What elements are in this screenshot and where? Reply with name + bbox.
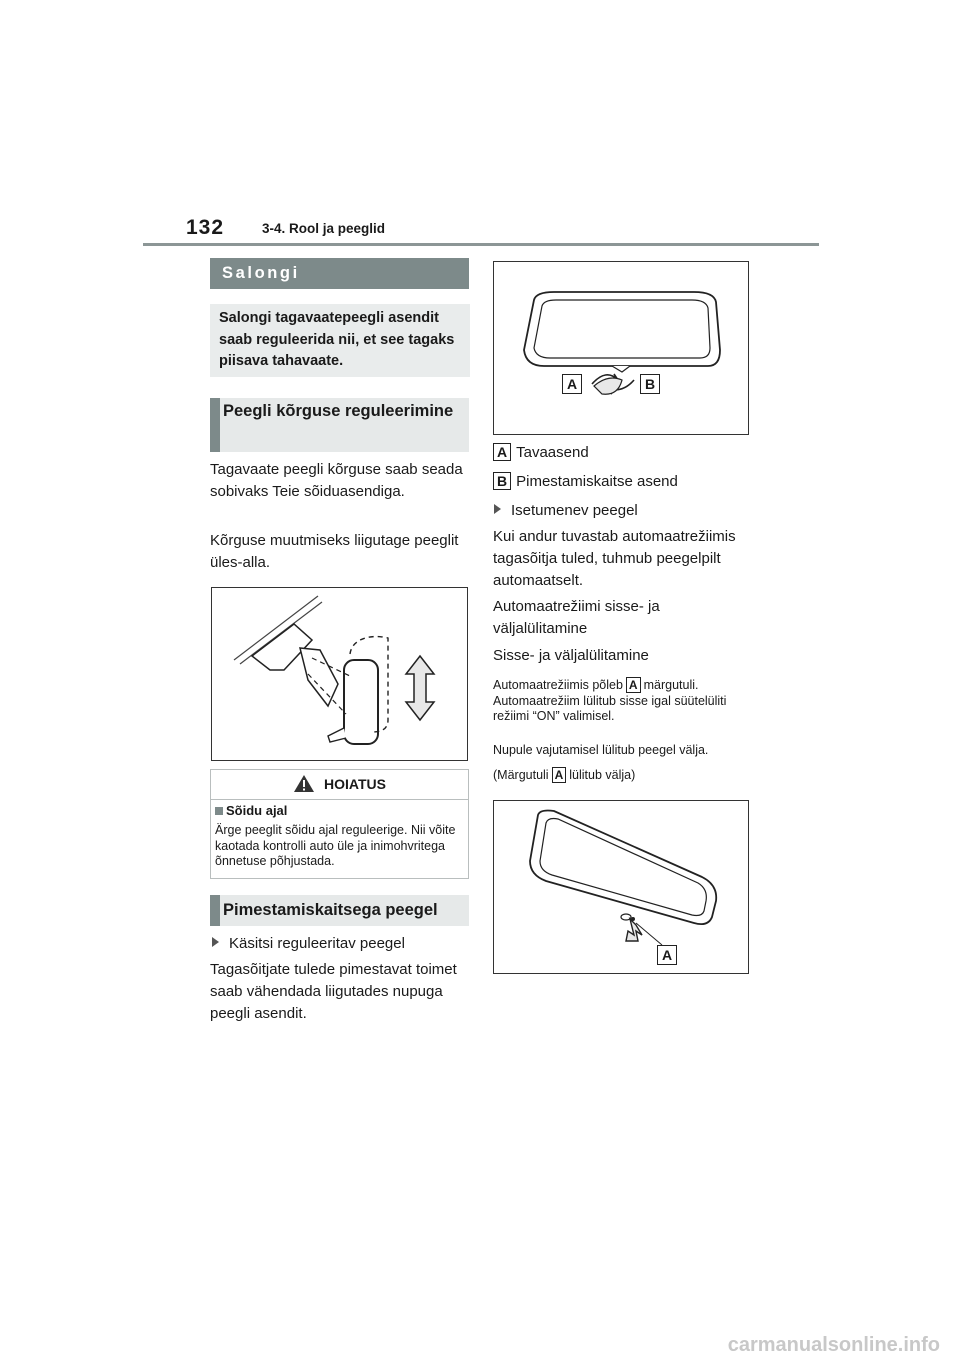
legend-b-label: B <box>493 472 511 490</box>
small3-label: A <box>552 767 567 783</box>
legend-a-label: A <box>493 443 511 461</box>
auto-small-3: (Märgutuli A lülitub välja) <box>493 768 636 782</box>
auto-mirror-illustration <box>494 801 748 973</box>
legend-a: A Tavaasend <box>493 442 589 464</box>
manual-text: Tagasõitjate tulede pimestavat toimet saab vähendada liigutades nupuga peegli asendit. <box>210 961 457 1022</box>
auto-small-1: Automaatrežiimis põleb A märgutuli. Automaatrežiim lülitub sisse igal süütelüliti režiimi “ON” valimisel. <box>493 678 727 723</box>
figure1-label-a: A <box>562 374 582 394</box>
triangle-bullet-icon <box>494 504 501 514</box>
subhead-height-adjust: Peegli kõrguse reguleerimine <box>210 398 469 452</box>
warning-box <box>210 769 469 879</box>
small1-label: A <box>626 677 641 693</box>
square-bullet-icon <box>215 807 223 815</box>
subhead-antiglare: Pimestamiskaitsega peegel <box>210 895 469 926</box>
warning-icon <box>293 774 315 793</box>
warning-item-title: Sõidu ajal <box>215 803 464 819</box>
mirror-toggle-illustration <box>494 262 748 434</box>
auto-para-3: Sisse- ja väljalülitamine <box>493 647 649 664</box>
header-divider <box>143 243 819 246</box>
auto-small-2: Nupule vajutamisel lülitub peegel välja. <box>493 743 709 757</box>
figure3-label-a: A <box>657 945 677 965</box>
auto-bullet: Isetumenev peegel <box>494 500 638 522</box>
warning-header <box>211 770 468 800</box>
section-title: 3-4. Rool ja peeglid <box>262 221 386 236</box>
auto-para-2: Automaatrežiimi sisse- ja väljalülitamine <box>493 598 660 637</box>
auto-mirror-figure <box>493 800 749 974</box>
warning-heading: HOIATUS <box>324 776 386 792</box>
height-para-1: Tagavaate peegli kõrguse saab seada sobivaks Teie sõiduasendiga. <box>210 461 463 500</box>
mirror-height-figure <box>211 587 468 761</box>
triangle-bullet-icon <box>212 937 219 947</box>
mirror-toggle-figure <box>493 261 749 435</box>
auto-para-1: Kui andur tuvastab automaatrežiimis tagasõitja tuled, tuhmub peegelpilt automaatselt. <box>493 528 736 589</box>
height-para-2: Kõrguse muutmiseks liigutage peeglit üles-alla. <box>210 532 459 571</box>
legend-b: B Pimestamiskaitse asend <box>493 471 678 493</box>
page-number: 132 <box>186 216 225 239</box>
figure1-label-b: B <box>640 374 660 394</box>
mirror-height-illustration <box>212 588 467 760</box>
watermark: carmanualsonline.info <box>727 1334 940 1356</box>
manual-bullet: Käsitsi reguleeritav peegel <box>212 933 467 955</box>
chapter-banner: Salongi <box>210 258 469 289</box>
warning-item-text: Ärge peeglit sõidu ajal reguleerige. Nii võite kaotada kontrolli auto üle ja inimohvritega õnnetuse põhjustada. <box>215 823 456 868</box>
intro-box: Salongi tagavaatepeegli asendit saab reguleerida nii, et see tagaks piisava tahavaate. <box>210 304 470 377</box>
